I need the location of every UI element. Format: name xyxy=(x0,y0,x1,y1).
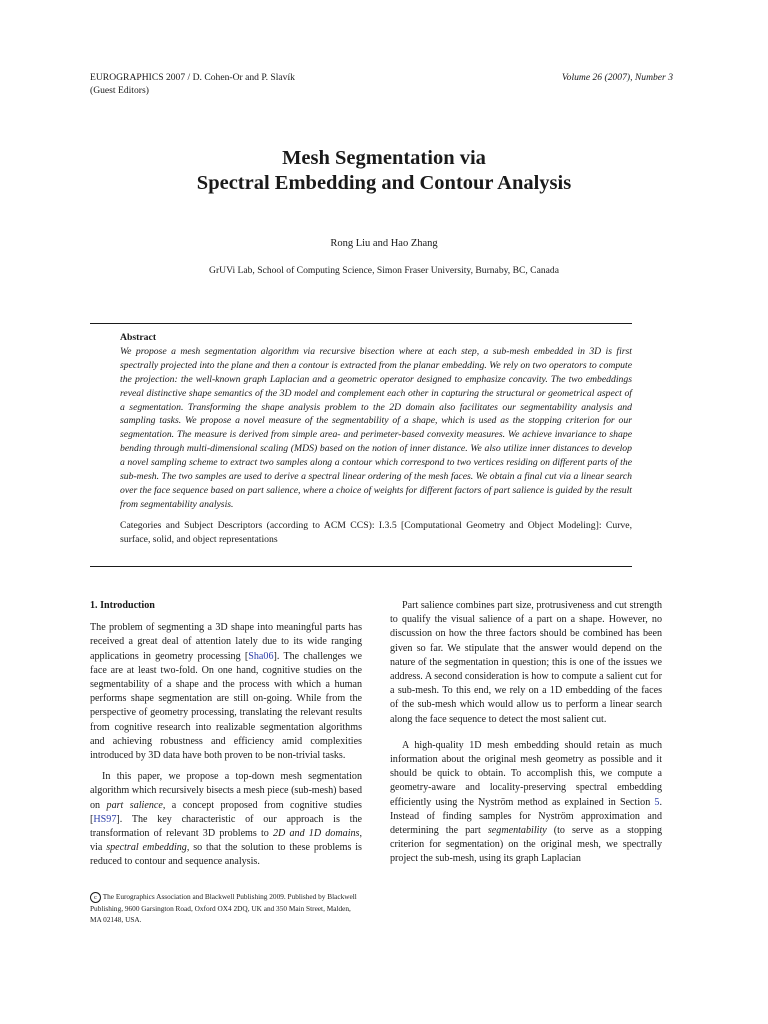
header-volume: Volume 26 (2007), Number 3 xyxy=(561,72,673,83)
intro-paragraph-1: The problem of segmenting a 3D shape into meaningful parts has received a great deal of attention lately due to its wide ranging applications in geometry processing [Sha06]. The challenges we face are at least two-fold. On one hand, cognitive studies on the segmentability of a shape and the process with which a human performs shape segmentation are still on-going. While from the perspective of geometry processing, translating the relevant results from cognitive research into realizable segmentation algorithms and achieving robustness and efficiency amid complexities introduced by 3D data have both proven to be non-trivial tasks. xyxy=(90,622,362,762)
authors: Rong Liu and Hao Zhang xyxy=(330,238,438,249)
abstract-top-rule xyxy=(90,323,632,324)
header-editors: (Guest Editors) xyxy=(90,84,149,96)
categories-descriptors: Categories and Subject Descriptors (according to ACM CCS): I.3.5 [Computational Geometry and Object Modeling]: Curve, surface, solid, and object representations xyxy=(120,519,632,545)
affiliation: GrUVi Lab, School of Computing Science, Simon Fraser University, Burnaby, BC, Canada xyxy=(209,265,559,276)
right-column xyxy=(390,599,662,874)
title-line-1: Mesh Segmentation via xyxy=(282,147,486,169)
header-journal-info xyxy=(90,72,295,97)
section-heading-introduction: 1. Introduction xyxy=(90,600,155,611)
copyright-icon: c xyxy=(90,892,101,903)
footnote-text: The Eurographics Association and Blackwell Publishing 2009. Published by Blackwell Publishing, 9600 Garsington Road, Oxford OX4 2DQ, UK and 350 Main Street, Malden, MA 02148, USA. xyxy=(90,892,357,924)
section-link[interactable]: 5 xyxy=(654,796,660,808)
intro-paragraph-2: In this paper, we propose a top-down mesh segmentation algorithm which recursively bisects a mesh piece (sub-mesh) based on part salience, a concept proposed from cognitive studies [HS97]. The key characteristic of our approach is the transformation of relevant 3D problems to 2D and 1D domains, via spectral embedding, so that the solution to these problems is reduced to contour and sequence analysis. xyxy=(90,771,363,868)
copyright-footnote xyxy=(90,891,362,925)
header-conference: EUROGRAPHICS 2007 / D. Cohen-Or and P. Slavík xyxy=(90,72,295,83)
citation-link[interactable]: HS97 xyxy=(93,813,117,825)
abstract-block xyxy=(120,331,632,547)
citation-link[interactable]: Sha06 xyxy=(248,650,274,662)
paper-title xyxy=(0,146,768,196)
title-line-2: Spectral Embedding and Contour Analysis xyxy=(196,172,572,194)
intro-paragraph-4: A high-quality 1D mesh embedding should retain as much information about the original mesh geometry as possible and it should be quick to obtain. To accomplish this, we compute a geometry-aware and locality-preserving spectral embedding efficiently using the Nyström method as explained in Section 5. Instead of finding samples for Nyström approximation and determining the part segmentability (to serve as a stopping criterion for segmentation) on the original mesh, we spectrally project the sub-mesh, using its graph Laplacian xyxy=(390,739,662,865)
intro-paragraph-3: Part salience combines part size, protrusiveness and cut strength to qualify the visual salience of a part on a shape. However, no discussion on how the three factors should be combined has been given so far. We stipulate that the answer would depend on the nature of the segmentation in question; this is one of the issues we address. A second consideration is how to compute a salient cut for a sub-mesh. To this end, we rely on a 1D embedding of the faces of the sub-mesh which would allow us to perform a linear search along the face sequence to detect the most salient cut. xyxy=(390,600,662,725)
abstract-text: We propose a mesh segmentation algorithm via recursive bisection where at each step, a sub-mesh embedded in 3D is first spectrally projected into the plane and then a contour is extracted from the planar embedding. We rely on two operators to compute the projection: the well-known graph Laplacian and a geometric operator designed to emphasize concavity. The two embeddings reveal distinctive shape semantics of the 3D model and complement each other in capturing the structural or geometrical aspect of a segmentation. Transforming the shape analysis problem to the 2D domain also facilitates our segmentability analysis and sampling tasks. We propose a novel measure of the segmentability of a shape, which is used as the stopping criterion for our segmentation. The measure is derived from simple area- and perimeter-based convexity measures. We achieve invariance to shape bending through multi-dimensional scaling (MDS) based on the notion of inner distance. We also utilize inner distances to develop a novel sampling scheme to extract two samples along a contour which correspond to two vertices residing on different parts of the sub-mesh. The two samples are used to derive a spectral linear ordering of the mesh faces. We obtain a final cut via a linear search over the face sequence based on part salience, where a choice of weights for different factors of part salience is guided by the result from segmentability analysis. xyxy=(120,345,632,510)
left-column xyxy=(90,599,362,877)
abstract-bottom-rule xyxy=(90,566,632,567)
abstract-heading: Abstract xyxy=(120,332,157,343)
